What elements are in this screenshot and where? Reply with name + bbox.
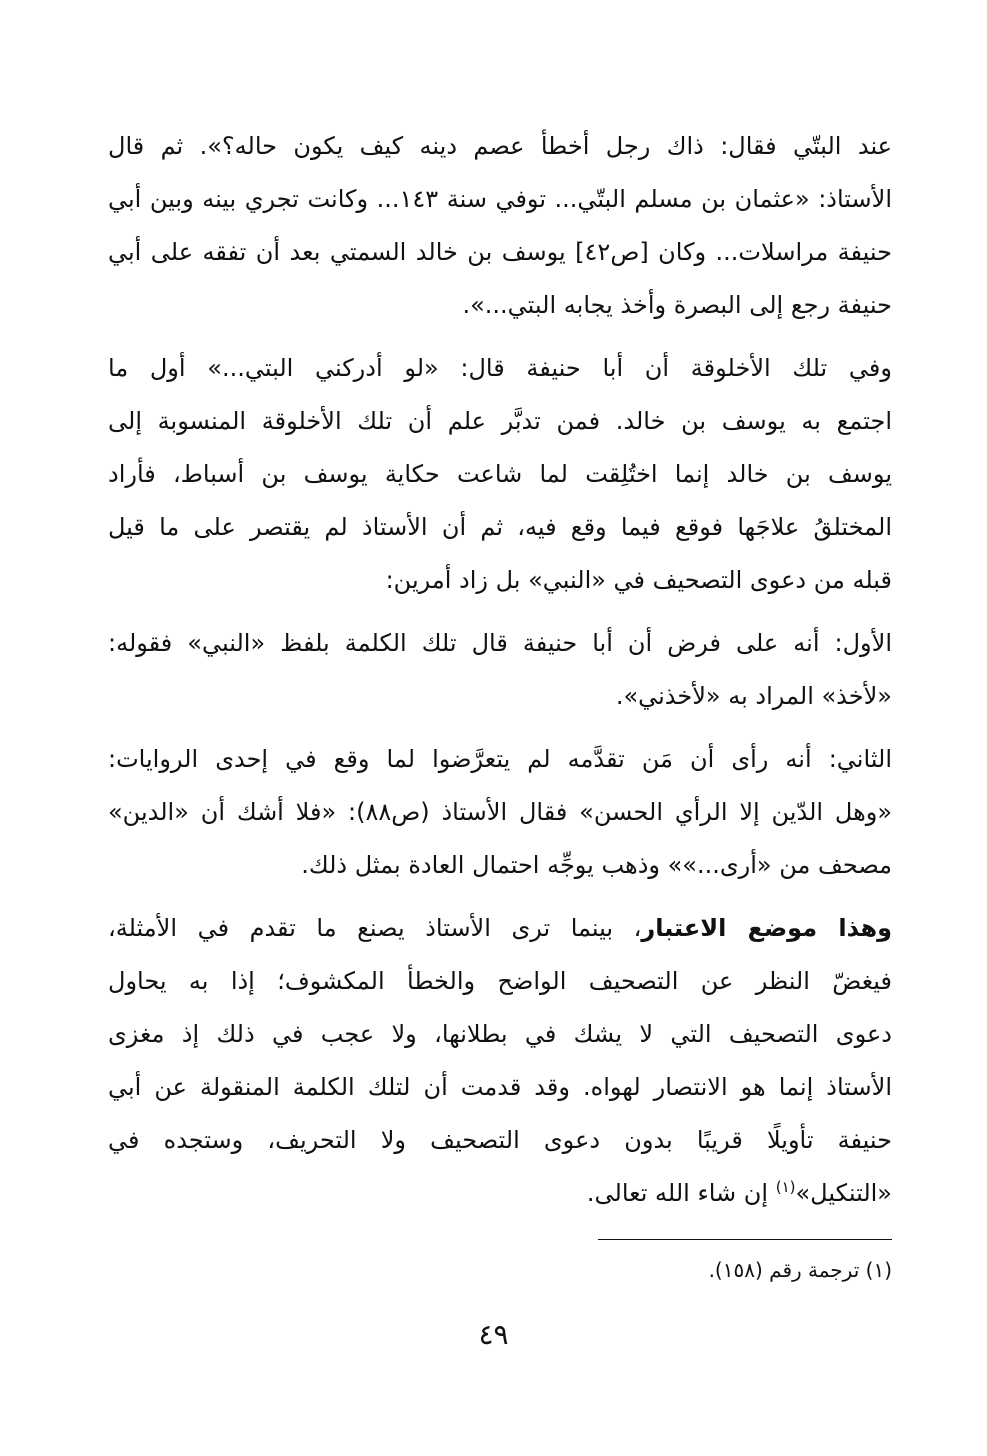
- text-line: اجتمع به يوسف بن خالد. فمن تدبَّر علم أن تلك الأخلوقة المنسوبة إلى: [108, 407, 892, 435]
- text-line: قبله من دعوى التصحيف في «النبي» بل زاد أمرين:: [385, 566, 892, 594]
- text-line: «وهل الدّين إلا الرأي الحسن» فقال الأستاذ (ص٨٨): «فلا أشك أن «الدين»: [108, 798, 892, 826]
- text-line: الأستاذ: «عثمان بن مسلم البتّي... توفي سنة ١٤٣... وكانت تجري بينه وبين أبي: [108, 185, 893, 213]
- text-line: حنيفة تأويلًا قريبًا بدون دعوى التصحيف ولا التحريف، وستجده في: [108, 1126, 892, 1154]
- book-title: «التنكيل»: [795, 1179, 892, 1207]
- bold-lead-phrase: وهذا موضع الاعتبار: [641, 914, 893, 942]
- footnote-divider: [598, 1239, 892, 1240]
- text-line: وفي تلك الأخلوقة أن أبا حنيفة قال: «لو أدركني البتي...» أول ما: [108, 354, 892, 382]
- final-text: إن شاء الله تعالى.: [586, 1179, 776, 1207]
- paragraph-2: [108, 342, 892, 607]
- text-line: دعوى التصحيف التي لا يشك في بطلانها، ولا عجب في ذلك إذ مغزى: [108, 1020, 892, 1048]
- text-line: مصحف من «أرى...»» وذهب يوجِّه احتمال العادة بمثل ذلك.: [301, 851, 892, 879]
- page-number: ٤٩: [478, 1318, 509, 1351]
- main-text: [108, 120, 892, 1230]
- text-line: [108, 902, 892, 955]
- paragraph-1: [108, 120, 892, 332]
- footnote-reference: (١): [775, 1178, 796, 1196]
- footnote: (١) ترجمة رقم (١٥٨).: [708, 1258, 892, 1282]
- paragraph-5: [108, 902, 892, 1220]
- text-line: الأول: أنه على فرض أن أبا حنيفة قال تلك الكلمة بلفظ «النبي» فقوله:: [108, 629, 892, 657]
- paragraph-3: [108, 617, 892, 723]
- text-line: الأستاذ إنما هو الانتصار لهواه. وقد قدمت أن لتلك الكلمة المنقولة عن أبي: [108, 1073, 892, 1101]
- text-line: حنيفة رجع إلى البصرة وأخذ يجابه البتي...».: [462, 291, 892, 319]
- text-line: المختلقُ علاجَها فوقع فيما وقع فيه، ثم أن الأستاذ لم يقتصر على ما قيل: [108, 513, 892, 541]
- text-line: عند البتّي فقال: ذاك رجل أخطأ عصم دينه كيف يكون حاله؟». ثم قال: [108, 132, 892, 160]
- text-line: «لأخذ» المراد به «لأخذني».: [615, 682, 892, 710]
- lead-rest: ، بينما ترى الأستاذ يصنع ما تقدم في الأمثلة،: [108, 914, 642, 942]
- text-line: الثاني: أنه رأى أن مَن تقدَّمه لم يتعرَّضوا لما وقع في إحدى الروايات:: [108, 745, 892, 773]
- text-line: فيغضّ النظر عن التصحيف الواضح والخطأ المكشوف؛ إذا به يحاول: [108, 967, 892, 995]
- paragraph-4: [108, 733, 892, 892]
- text-line: حنيفة مراسلات... وكان [ص٤٢] يوسف بن خالد السمتي بعد أن تفقه على أبي: [108, 238, 892, 266]
- text-line: يوسف بن خالد إنما اختُلِقت لما شاعت حكاية يوسف بن أسباط، فأراد: [108, 460, 892, 488]
- text-line: [108, 1167, 892, 1220]
